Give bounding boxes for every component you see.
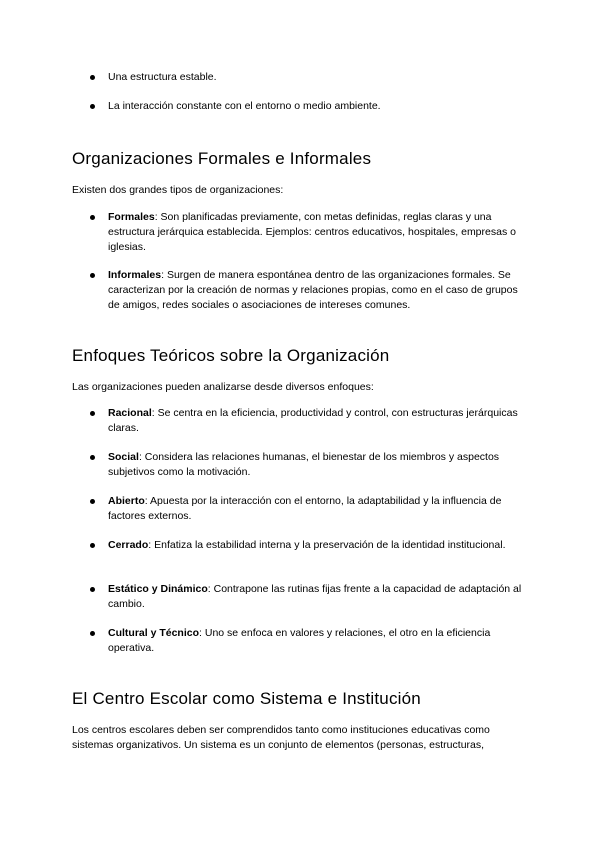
section-intro: Los centros escolares deben ser comprendidos tanto como instituciones educativas como sistemas organizativos. Un sistema es un conjunto de elementos (personas, estructuras, — [72, 724, 490, 751]
approach-list-5 — [72, 582, 528, 612]
list-item-text: : Contrapone las rutinas fijas frente a la capacidad de adaptación al cambio. — [108, 583, 522, 610]
bullet-icon — [90, 455, 95, 460]
list-item — [72, 582, 528, 612]
list-item-term: Abierto — [108, 495, 145, 507]
intro-list — [72, 70, 528, 85]
list-item-text: : Se centra en la eficiencia, productividad y control, con estructuras jerárquicas claras. — [108, 407, 518, 434]
bullet-icon — [90, 587, 95, 592]
list-item — [72, 538, 528, 553]
list-item-text: : Surgen de manera espontánea dentro de las organizaciones formales. Se caracterizan por la creación de normas y relaciones propias, como en el caso de grupos de amigos, redes sociales o asociaciones de intereses comunes. — [108, 269, 518, 311]
bullet-icon — [90, 631, 95, 636]
section-intro: Existen dos grandes tipos de organizaciones: — [72, 184, 284, 196]
list-item-text: : Enfatiza la estabilidad interna y la preservación de la identidad institucional. — [148, 539, 506, 551]
section-heading: El Centro Escolar como Sistema e Institución — [72, 689, 421, 708]
section-heading: Enfoques Teóricos sobre la Organización — [72, 346, 390, 365]
list-item — [72, 268, 528, 313]
bullet-icon — [90, 215, 95, 220]
intro-list-2 — [72, 99, 528, 114]
list-item-term: Social — [108, 451, 139, 463]
types-list-2 — [72, 268, 528, 313]
list-item-text: : Considera las relaciones humanas, el bienestar de los miembros y aspectos subjetivos como la motivación. — [108, 451, 500, 478]
list-item — [72, 406, 528, 436]
types-list — [72, 210, 528, 255]
list-item — [72, 450, 528, 480]
approach-list-1 — [72, 406, 528, 436]
list-item-text: : Apuesta por la interacción con el entorno, la adaptabilidad y la influencia de factores externos. — [108, 495, 502, 522]
list-item-text: : Son planificadas previamente, con metas definidas, reglas claras y una estructura jerárquica establecida. Ejemplos: centros educativos, hospitales, empresas o iglesias. — [108, 211, 516, 253]
bullet-icon — [90, 499, 95, 504]
approach-list-3 — [72, 494, 528, 524]
list-item — [72, 494, 528, 524]
list-item: La interacción constante con el entorno o medio ambiente. — [72, 99, 528, 114]
list-item-term: Cerrado — [108, 539, 149, 551]
section-heading: Organizaciones Formales e Informales — [72, 149, 372, 168]
bullet-icon — [90, 104, 95, 109]
list-item-term: Informales — [108, 269, 162, 281]
section-intro: Las organizaciones pueden analizarse desde diversos enfoques: — [72, 381, 374, 393]
approach-list-4 — [72, 538, 528, 553]
list-item-term: Cultural y Técnico — [108, 627, 200, 639]
list-item-text: : Uno se enfoca en valores y relaciones, el otro en la eficiencia operativa. — [108, 627, 491, 654]
list-item-term: Racional — [108, 407, 152, 419]
list-item-term: Estático y Dinámico — [108, 583, 208, 595]
bullet-icon — [90, 273, 95, 278]
approach-list-6 — [72, 626, 528, 656]
bullet-icon — [90, 75, 95, 80]
bullet-icon — [90, 543, 95, 548]
approach-list-2 — [72, 450, 528, 480]
list-item: Una estructura estable. — [72, 70, 528, 85]
list-item — [72, 210, 528, 255]
list-item — [72, 626, 528, 656]
bullet-icon — [90, 411, 95, 416]
list-item-term: Formales — [108, 211, 155, 223]
